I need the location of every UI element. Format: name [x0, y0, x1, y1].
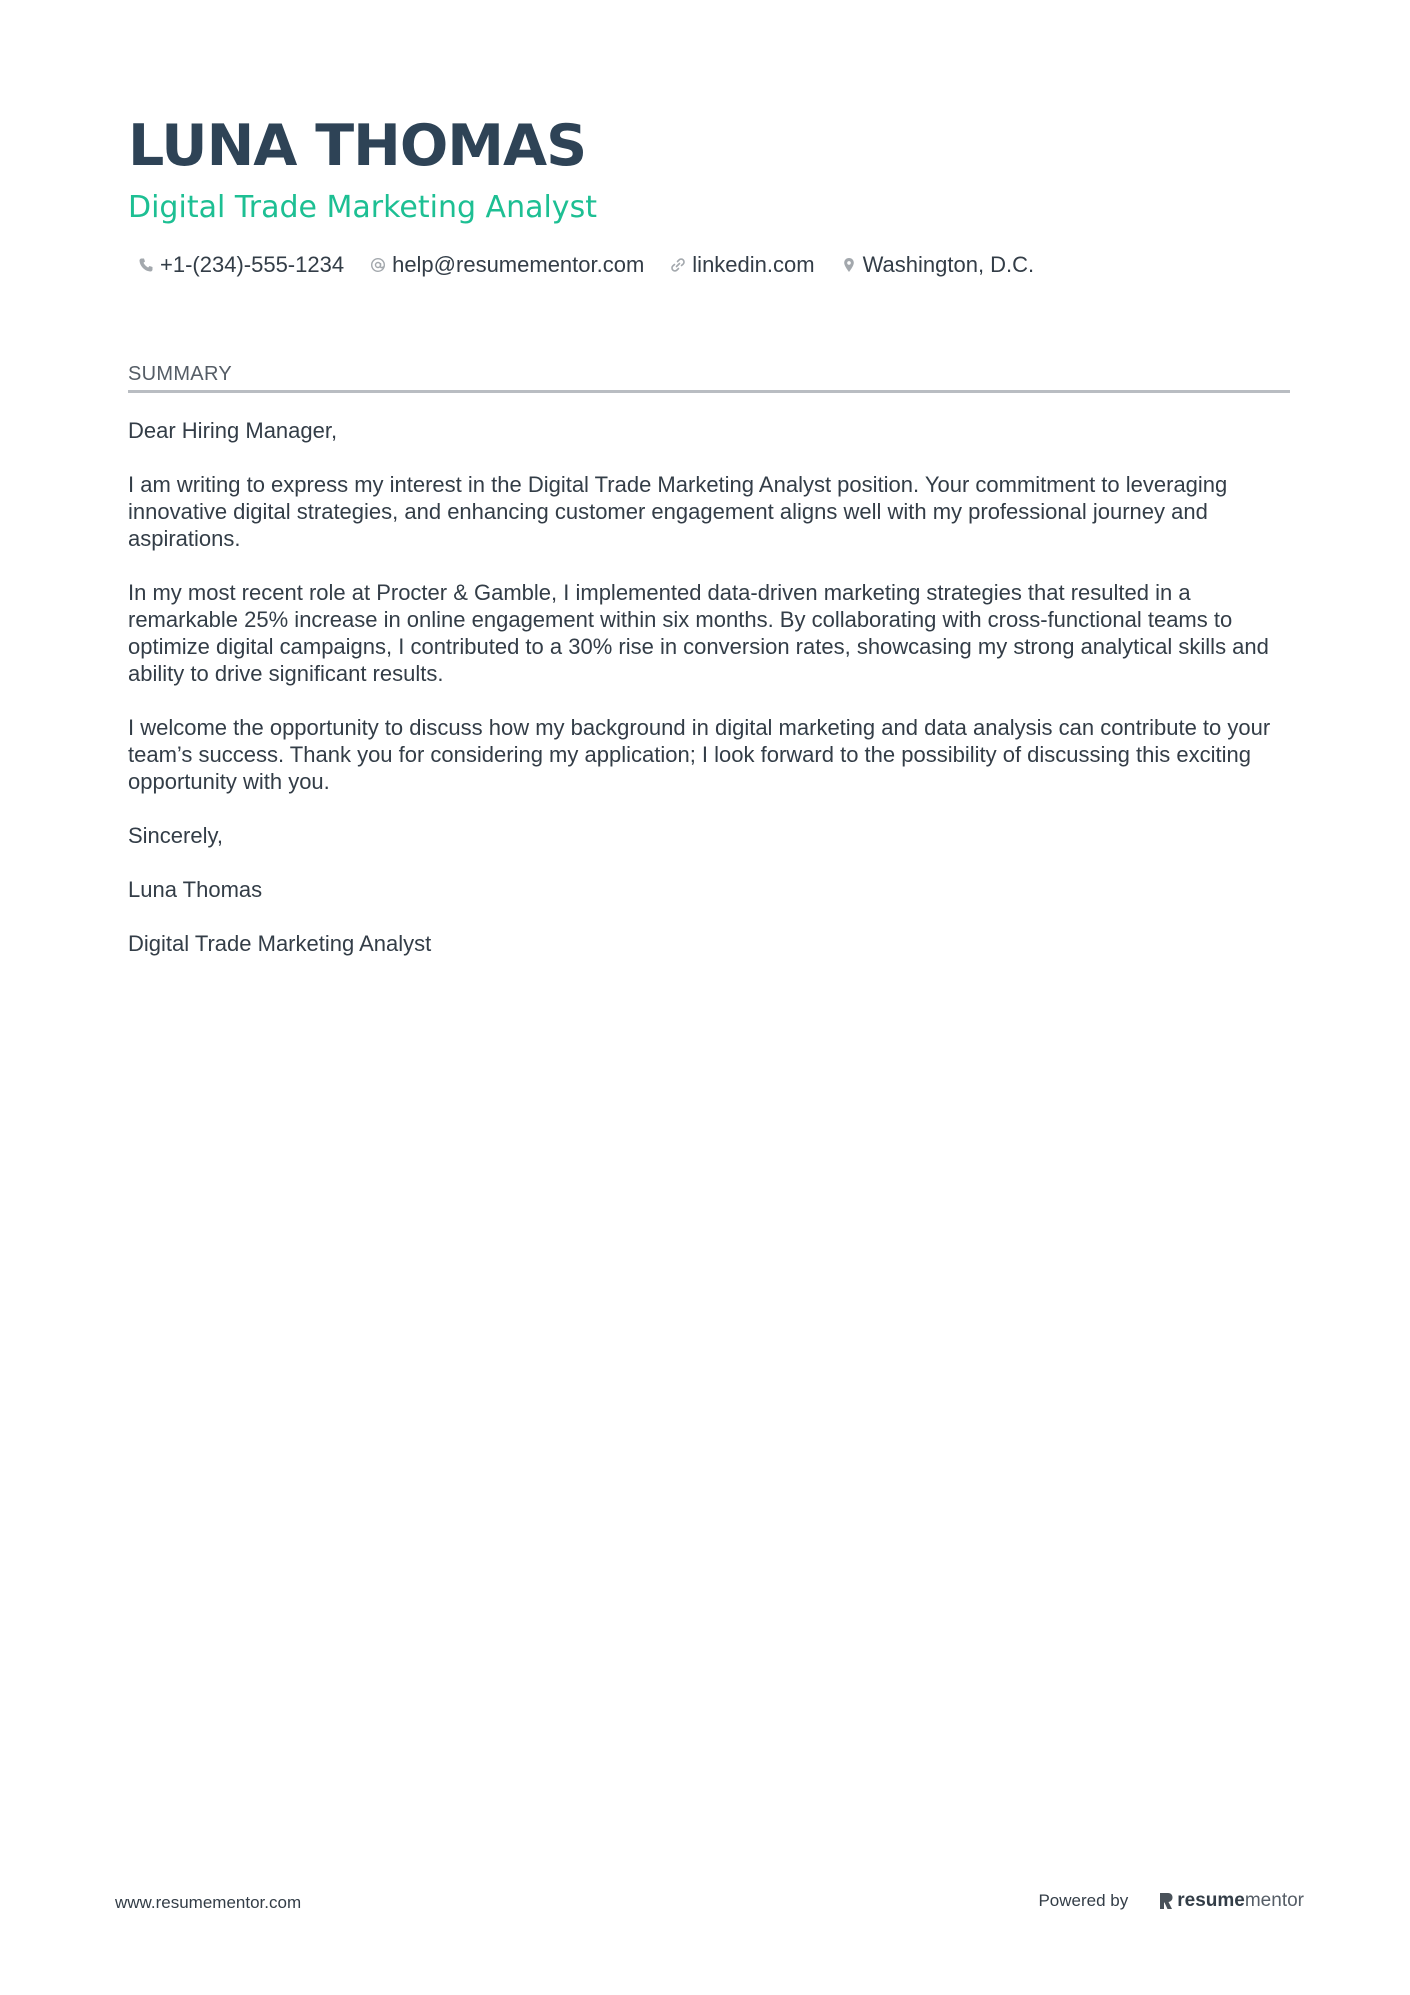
link-icon: [670, 257, 686, 273]
cover-letter-page: [128, 108, 1290, 984]
job-title: Digital Trade Marketing Analyst: [128, 190, 597, 225]
brand-name-part2: mentor: [1244, 1890, 1304, 1911]
contact-phone: [138, 250, 344, 280]
phone-icon: [138, 257, 154, 273]
powered-by-label: Powered by: [1038, 1891, 1129, 1910]
letter-paragraph: In my most recent role at Procter & Gamble, I implemented data-driven marketing strategies that resulted in a remarkable 25% increase in online engagement within six months. By collaborating with cross-functional teams to optimize digital campaigns, I contributed to a 30% rise in conversion rates, showcasing my strong analytical skills and ability to drive significant results.: [128, 580, 1269, 686]
contact-location: [841, 250, 1035, 280]
phone-text: +1-(234)-555-1234: [160, 252, 345, 277]
at-icon: [370, 257, 386, 273]
section-heading-summary: SUMMARY: [128, 362, 1290, 393]
brand-logo[interactable]: [1158, 1890, 1304, 1912]
contact-linkedin: [670, 250, 814, 280]
signature-name: Luna Thomas: [128, 877, 263, 902]
contact-email: [370, 250, 644, 280]
footer-website[interactable]: www.resumementor.com: [115, 1893, 302, 1912]
letter-closing: Sincerely,: [128, 823, 223, 848]
location-pin-icon: [841, 257, 857, 273]
footer-branding: [1038, 1890, 1304, 1912]
location-text: Washington, D.C.: [862, 252, 1035, 277]
letter-paragraph: I welcome the opportunity to discuss how my background in digital marketing and data analysis can contribute to your team’s success. Thank you for considering my application; I look forward to the possibility of discussing this exciting opportunity with you.: [128, 715, 1271, 794]
resumementor-logo-icon: [1158, 1891, 1174, 1911]
contact-bar: [128, 250, 1290, 280]
signature-title: Digital Trade Marketing Analyst: [128, 931, 432, 956]
letter-greeting: Dear Hiring Manager,: [128, 418, 338, 443]
email-text: help@resumementor.com: [392, 252, 645, 277]
brand-name-part1: resume: [1177, 1890, 1245, 1911]
linkedin-text: linkedin.com: [692, 252, 815, 277]
candidate-name: LUNA THOMAS: [128, 113, 587, 179]
letter-body: [128, 417, 1290, 957]
letter-paragraph: I am writing to express my interest in the Digital Trade Marketing Analyst position. Your commitment to leveraging innovative digital strategies, and enhancing customer engagement aligns well with my professional journey and aspirations.: [128, 472, 1228, 551]
